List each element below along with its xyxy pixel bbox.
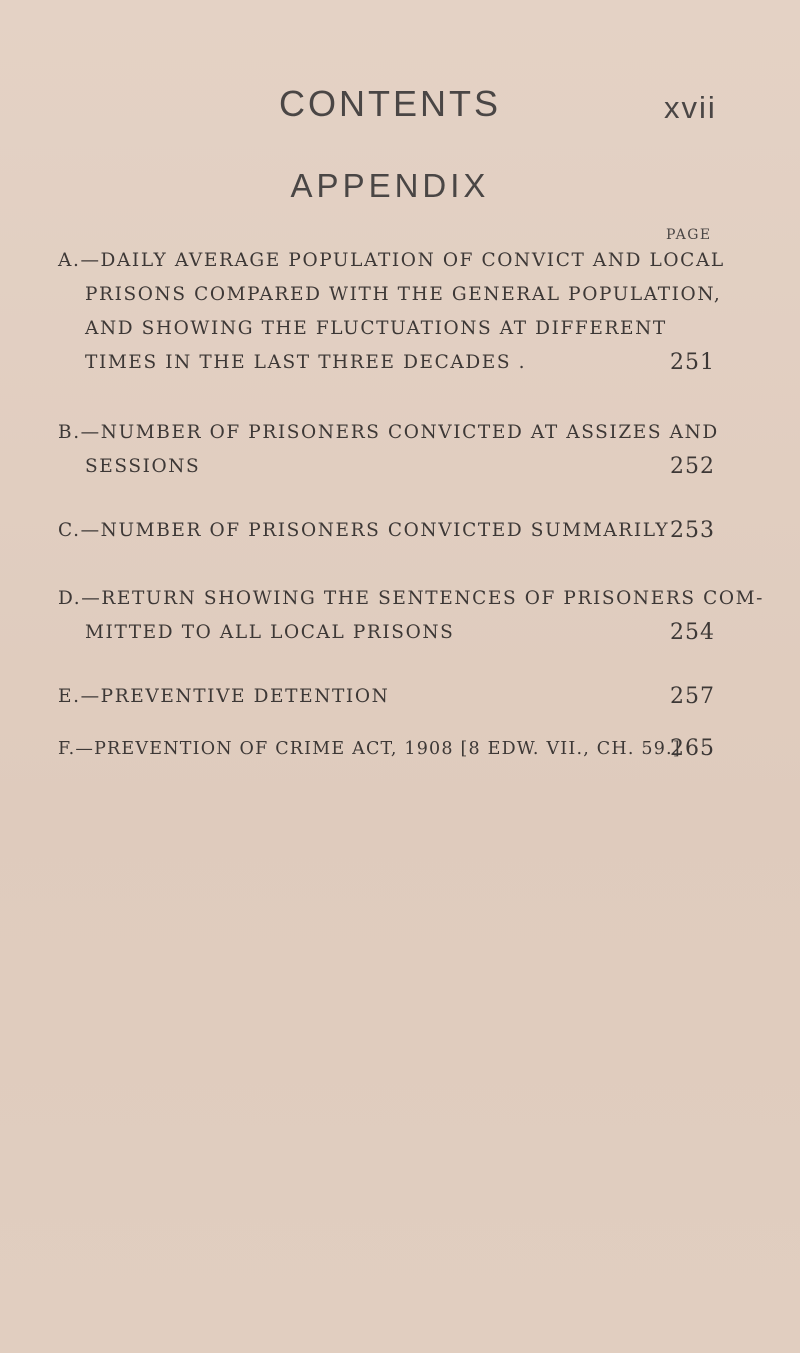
page-number: 252 xyxy=(670,454,715,479)
page-folio: xvii xyxy=(664,90,717,125)
page-number: 253 xyxy=(670,518,715,543)
page-number: 265 xyxy=(670,736,715,761)
page-number: 251 xyxy=(670,350,715,375)
entry-line: D.—RETURN SHOWING THE SENTENCES OF PRISONERS COM- xyxy=(58,588,765,609)
running-title: CONTENTS xyxy=(279,83,501,124)
page-number: 257 xyxy=(670,684,715,709)
entry-line: A.—DAILY AVERAGE POPULATION OF CONVICT AND LOCAL xyxy=(58,250,725,271)
entry-line: PRISONS COMPARED WITH THE GENERAL POPULATION, xyxy=(85,284,722,305)
entry-line: F.—PREVENTION OF CRIME ACT, 1908 [8 EDW. VII., CH. 59.] xyxy=(58,739,681,759)
entry-line: C.—NUMBER OF PRISONERS CONVICTED SUMMARILY xyxy=(58,520,670,541)
entry-line: AND SHOWING THE FLUCTUATIONS AT DIFFERENT xyxy=(85,318,667,339)
entry-line: TIMES IN THE LAST THREE DECADES . xyxy=(85,352,527,373)
entry-line: MITTED TO ALL LOCAL PRISONS xyxy=(85,622,455,643)
section-title: APPENDIX xyxy=(290,167,490,204)
page-column-label: PAGE xyxy=(666,227,712,243)
entry-line: B.—NUMBER OF PRISONERS CONVICTED AT ASSIZES AND xyxy=(58,422,719,443)
entry-line: SESSIONS xyxy=(85,456,201,477)
page-number: 254 xyxy=(670,620,715,645)
entry-line: E.—PREVENTIVE DETENTION xyxy=(58,686,390,707)
running-head xyxy=(0,83,800,136)
